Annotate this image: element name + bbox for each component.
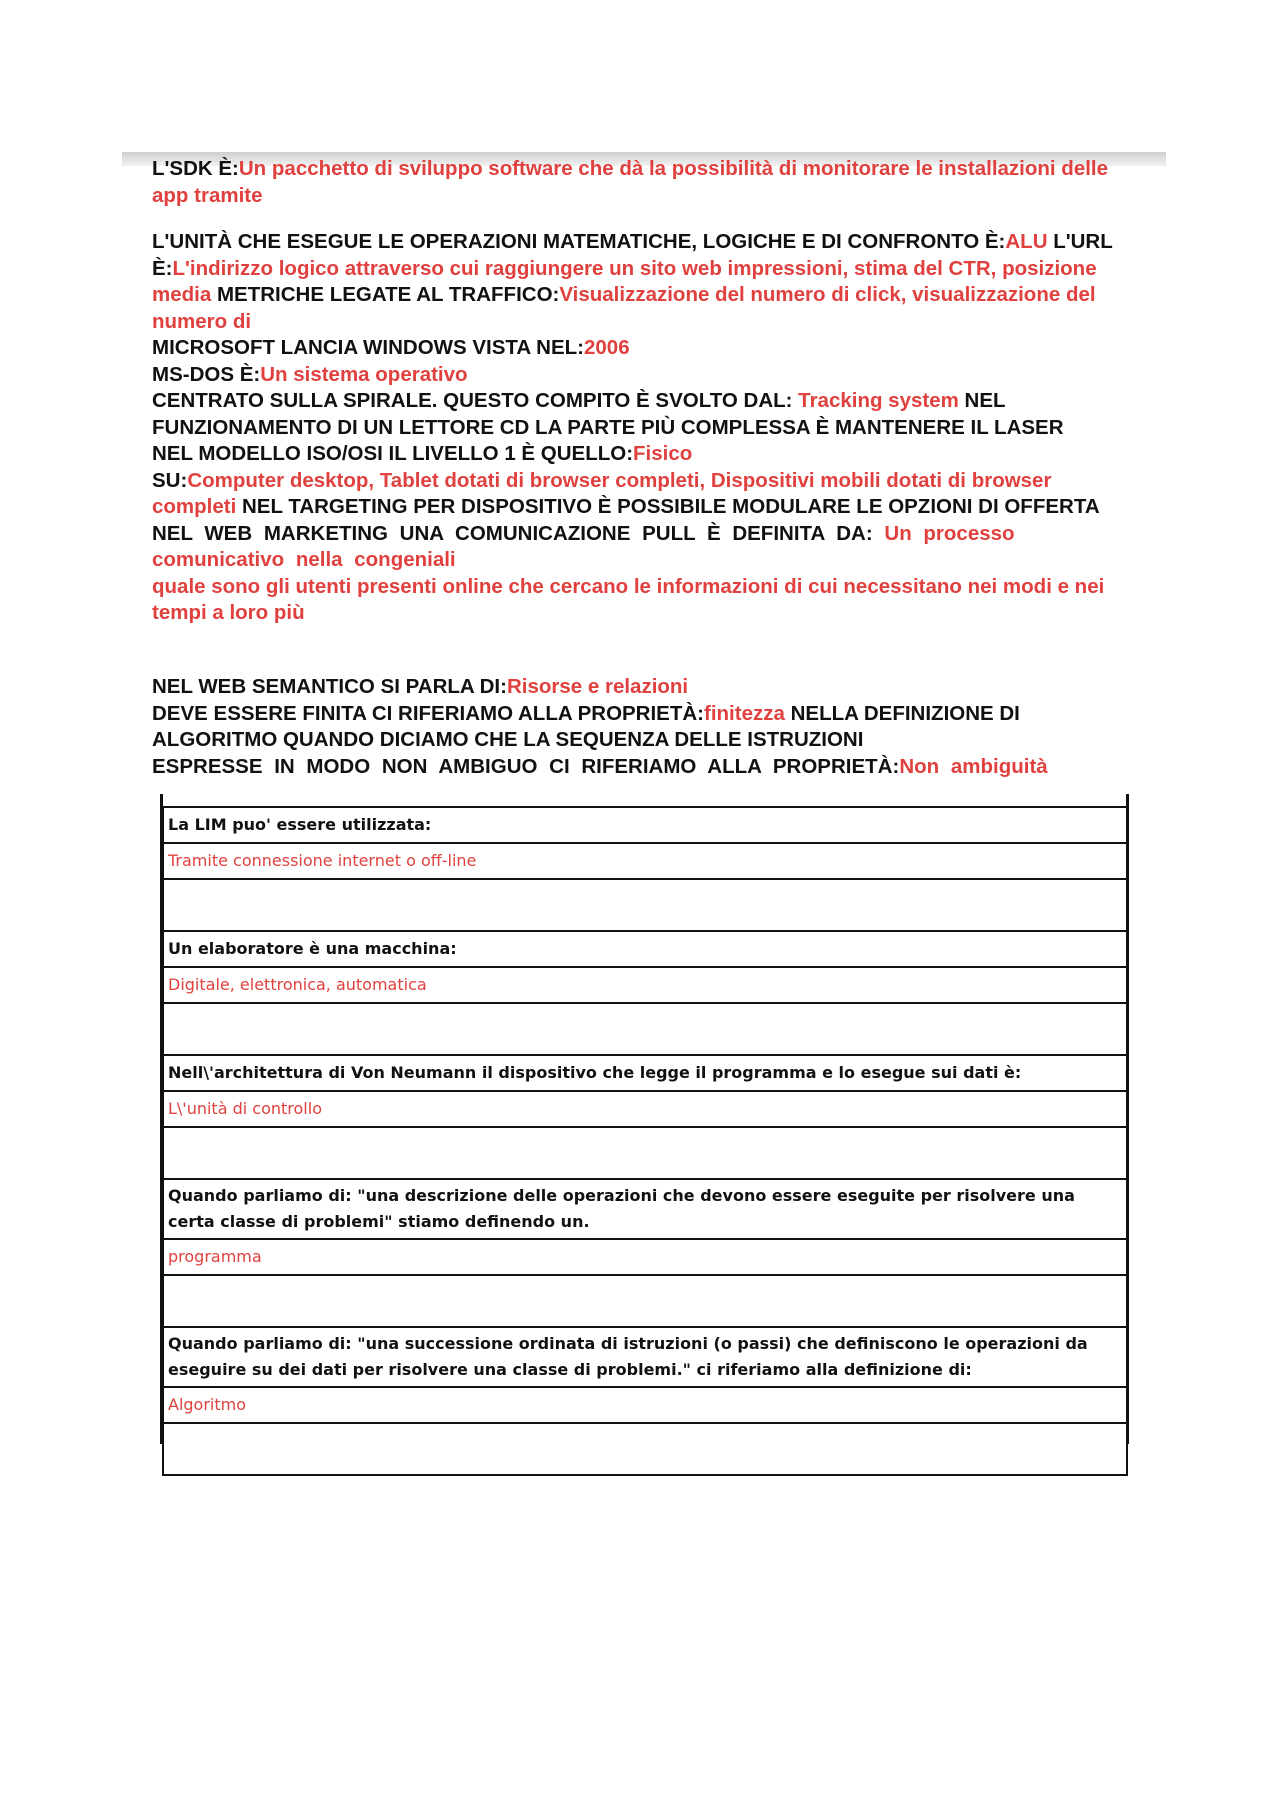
ambiguity-question: ESPRESSE IN MODO NON AMBIGUO CI RIFERIAMO ALLA PROPRIETÀ: [152, 754, 900, 778]
traffic-question: METRICHE LEGATE AL TRAFFICO: [211, 283, 560, 306]
finiteness-answer: finitezza [704, 701, 785, 725]
answer-cell: programma [163, 1239, 1127, 1275]
question-cell: La LIM puo' essere utilizzata: [163, 807, 1127, 843]
table-row [163, 967, 1127, 1003]
table-row [163, 1127, 1127, 1179]
spiral-question: CENTRATO SULLA SPIRALE. QUESTO COMPITO È SVOLTO DAL: [152, 389, 799, 412]
table-row [163, 1327, 1127, 1387]
answer-cell: Digitale, elettronica, automatica [163, 967, 1127, 1003]
targeting-paragraph [152, 468, 1120, 521]
cd-paragraph [152, 388, 1120, 441]
targeting-question: NEL TARGETING PER DISPOSITIVO È POSSIBILE MODULARE LE OPZIONI DI OFFERTA [236, 495, 1100, 518]
empty-cell [163, 1127, 1127, 1179]
text-block-main [152, 229, 1120, 627]
table-row [163, 1091, 1127, 1127]
msdos-paragraph [152, 362, 1120, 389]
quiz-table [162, 806, 1128, 1476]
alu-answer: ALU [1005, 230, 1048, 253]
text-block-sdk [152, 156, 1120, 209]
algorithm-question: NELLA DEFINIZIONE DI ALGORITMO QUANDO DICIAMO CHE LA SEQUENZA DELLE ISTRUZIONI [152, 701, 1020, 751]
table-row [163, 1055, 1127, 1091]
empty-cell [163, 1423, 1127, 1475]
finiteness-paragraph [152, 701, 1120, 754]
empty-cell [163, 1275, 1127, 1327]
url-question: L'URL È: [152, 230, 1113, 280]
vista-question: MICROSOFT LANCIA WINDOWS VISTA NEL: [152, 336, 584, 359]
pull-answer-2: quale sono gli utenti presenti online che cercano le informazioni di cui necessitano nei modi e nei tempi a loro più [152, 574, 1105, 624]
semantic-answer: Risorse e relazioni [506, 675, 689, 698]
table-row [163, 843, 1127, 879]
table-row [163, 1387, 1127, 1423]
msdos-question: MS-DOS È: [152, 362, 261, 386]
iso-paragraph [152, 441, 1120, 468]
msdos-answer: Un sistema operativo [260, 362, 468, 386]
table-row [163, 1179, 1127, 1239]
table-row [163, 879, 1127, 931]
alu-question: L'UNITÀ CHE ESEGUE LE OPERAZIONI MATEMATICHE, LOGICHE E DI CONFRONTO È: [152, 230, 1006, 253]
su-answer: Computer desktop, Tablet dotati di browser completi, Dispositivi mobili dotati di browser completi [152, 468, 1052, 518]
url-answer: L'indirizzo logico attraverso cui raggiungere un sito web impressioni, stima del CTR, posizione media [152, 256, 1097, 306]
pull-paragraph [152, 521, 1120, 574]
spiral-answer: Tracking system [798, 389, 965, 412]
question-cell: Nell\'architettura di Von Neumann il dispositivo che legge il programma e lo esegue sui dati è: [163, 1055, 1127, 1091]
sdk-paragraph [152, 156, 1120, 209]
semantic-question: NEL WEB SEMANTICO SI PARLA DI: [152, 675, 507, 698]
pull-question: NEL WEB MARKETING UNA COMUNICAZIONE PULL È DEFINITA DA: [152, 521, 873, 545]
table-row [163, 931, 1127, 967]
su-question: SU: [152, 468, 188, 492]
empty-cell [163, 879, 1127, 931]
question-cell: Quando parliamo di: "una descrizione delle operazioni che devono essere eseguite per risolvere una certa classe di problemi" stiamo definendo un. [163, 1179, 1127, 1239]
iso-question: NEL MODELLO ISO/OSI IL LIVELLO 1 È QUELLO: [152, 442, 634, 465]
question-cell: Un elaboratore è una macchina: [163, 931, 1127, 967]
traffic-answer: Visualizzazione del numero di click, visualizzazione del numero di [152, 283, 1096, 333]
table-row [163, 807, 1127, 843]
ambiguity-answer: Non ambiguità [899, 754, 1048, 778]
text-block-algorithm [152, 674, 1120, 780]
sdk-answer: Un pacchetto di sviluppo software che dà la possibilità di monitorare le installazioni delle app tramite [152, 157, 1109, 207]
answer-cell: Tramite connessione internet o off-line [163, 843, 1127, 879]
vista-answer: 2006 [583, 336, 630, 359]
semantic-paragraph [152, 674, 1120, 701]
answer-cell: L\'unità di controllo [163, 1091, 1127, 1127]
answer-cell: Algoritmo [163, 1387, 1127, 1423]
vista-paragraph [152, 335, 1120, 362]
ambiguity-paragraph [152, 754, 1120, 781]
finiteness-question: DEVE ESSERE FINITA CI RIFERIAMO ALLA PROPRIETÀ: [152, 701, 705, 725]
table-row [163, 1003, 1127, 1055]
table-row [163, 1423, 1127, 1475]
empty-cell [163, 1003, 1127, 1055]
alu-url-traffic-paragraph [152, 229, 1120, 335]
question-cell: Quando parliamo di: "una successione ordinata di istruzioni (o passi) che definiscono le operazioni da eseguire su dei dati per risolvere una classe di problemi." ci riferiamo alla definizione di: [163, 1327, 1127, 1387]
cd-question: NEL FUNZIONAMENTO DI UN LETTORE CD LA PARTE PIÙ COMPLESSA È MANTENERE IL LASER [152, 389, 1064, 439]
iso-answer: Fisico [633, 442, 693, 465]
pull-answer-1: Un processo comunicativo nella congeniali [152, 521, 1015, 571]
sdk-question: L'SDK È: [152, 157, 239, 180]
table-row [163, 1275, 1127, 1327]
table-row [163, 1239, 1127, 1275]
